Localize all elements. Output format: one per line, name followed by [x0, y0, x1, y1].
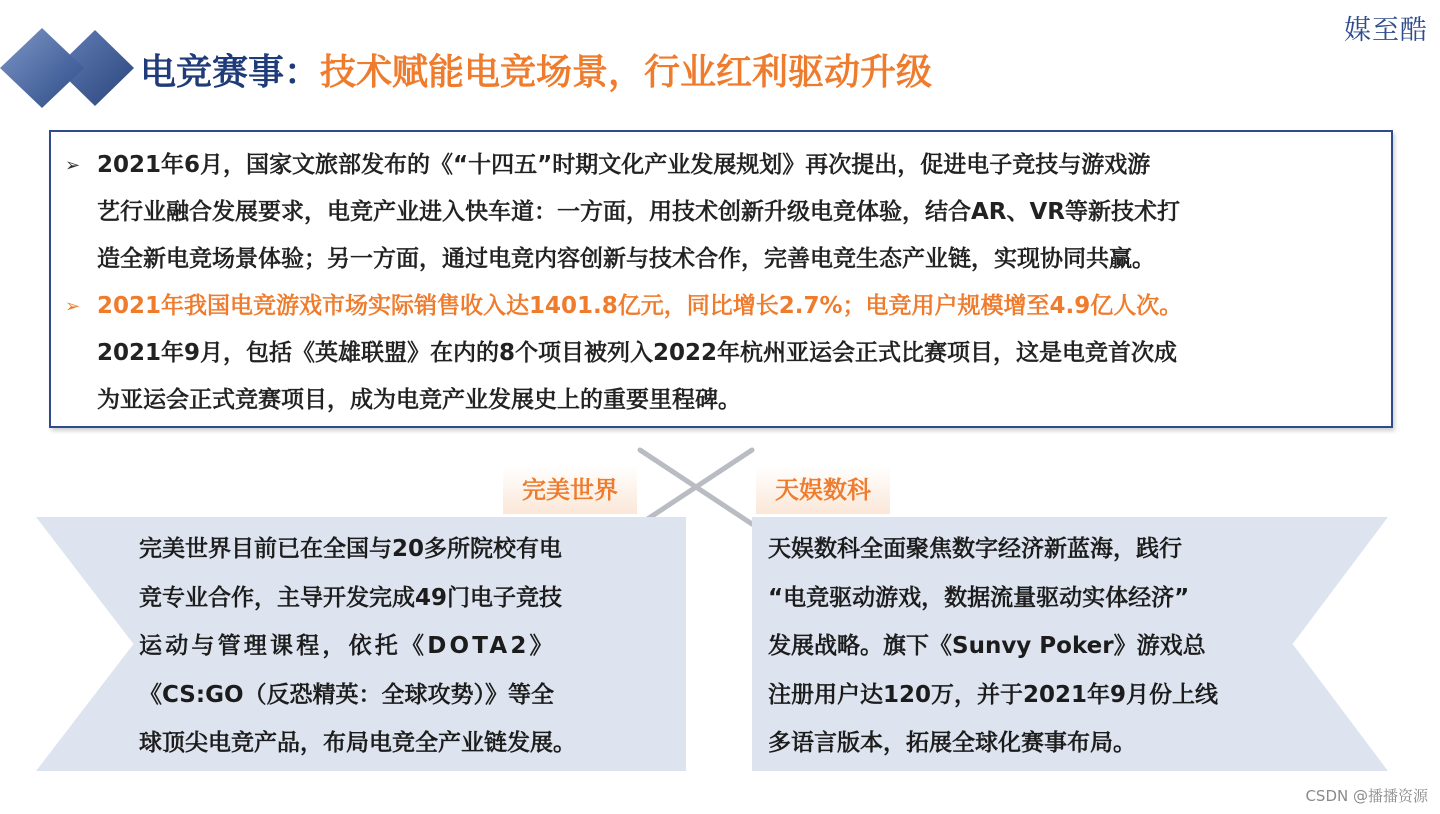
title-prefix: 电竞赛事： [140, 52, 321, 93]
right-card-text [768, 525, 1288, 768]
left-card-line: 球顶尖电竞产品，布局电竞全产业链发展。 [139, 730, 576, 756]
arrow-bullet-icon: ➢ [65, 296, 81, 317]
bullet-line: 造全新电竞场景体验；另一方面，通过电竞内容创新与技术合作，完善电竞生态产业链，实现协同共赢。 [97, 246, 1155, 272]
bullet-item [65, 142, 1371, 283]
left-card-line: 《CS:GO（反恐精英：全球攻势）》等全 [139, 681, 554, 708]
left-card-line: 竞专业合作，主导开发完成49门电子竞技 [139, 584, 563, 611]
arrow-bullet-icon: ➢ [65, 155, 81, 176]
bullet-item [65, 330, 1371, 424]
right-card-line: 发展战略。旗下《Sunvy Poker》游戏总 [768, 633, 1206, 659]
right-card-line: 注册用户达120万，并于2021年9月份上线 [768, 681, 1219, 708]
page-title [140, 44, 932, 95]
watermark: CSDN @播播资源 [1305, 787, 1428, 805]
left-card-line: 完美世界目前已在全国与20多所院校有电 [139, 536, 563, 562]
brand-logo-text: 媒至酷 [1344, 15, 1428, 46]
bullet-line: 2021年6月，国家文旅部发布的《“十四五”时期文化产业发展规划》再次提出，促进电子竞技与游戏游 [97, 152, 1151, 178]
left-card-tag: 完美世界 [503, 466, 637, 514]
cross-divider-icon [636, 446, 756, 528]
right-card-line: 多语言版本，拓展全球化赛事布局。 [768, 730, 1136, 756]
bullet-line: 2021年9月，包括《英雄联盟》在内的8个项目被列入2022年杭州亚运会正式比赛项目，这是电竞首次成 [97, 340, 1178, 366]
right-card-tag: 天娱数科 [756, 466, 890, 514]
bullet-item-highlight [65, 283, 1371, 330]
bullet-line: 2021年我国电竞游戏市场实际销售收入达1401.8亿元，同比增长2.7%；电竞用户规模增至4.9亿人次。 [97, 293, 1183, 319]
diamond-logo-icon [0, 14, 140, 110]
title-main: 技术赋能电竞场景，行业红利驱动升级 [320, 52, 933, 93]
summary-box [49, 130, 1393, 428]
left-card-line: 运动与管理课程，依托《DOTA2》 [139, 633, 556, 659]
bullet-line: 艺行业融合发展要求，电竞产业进入快车道：一方面，用技术创新升级电竞体验，结合AR、VR等新技术打 [97, 199, 1181, 225]
right-card-line: “电竞驱动游戏，数据流量驱动实体经济” [768, 584, 1190, 611]
bullet-line: 为亚运会正式竞赛项目，成为电竞产业发展史上的重要里程碑。 [97, 387, 741, 413]
left-card-text [139, 525, 654, 768]
right-card-line: 天娱数科全面聚焦数字经济新蓝海，践行 [768, 536, 1182, 562]
